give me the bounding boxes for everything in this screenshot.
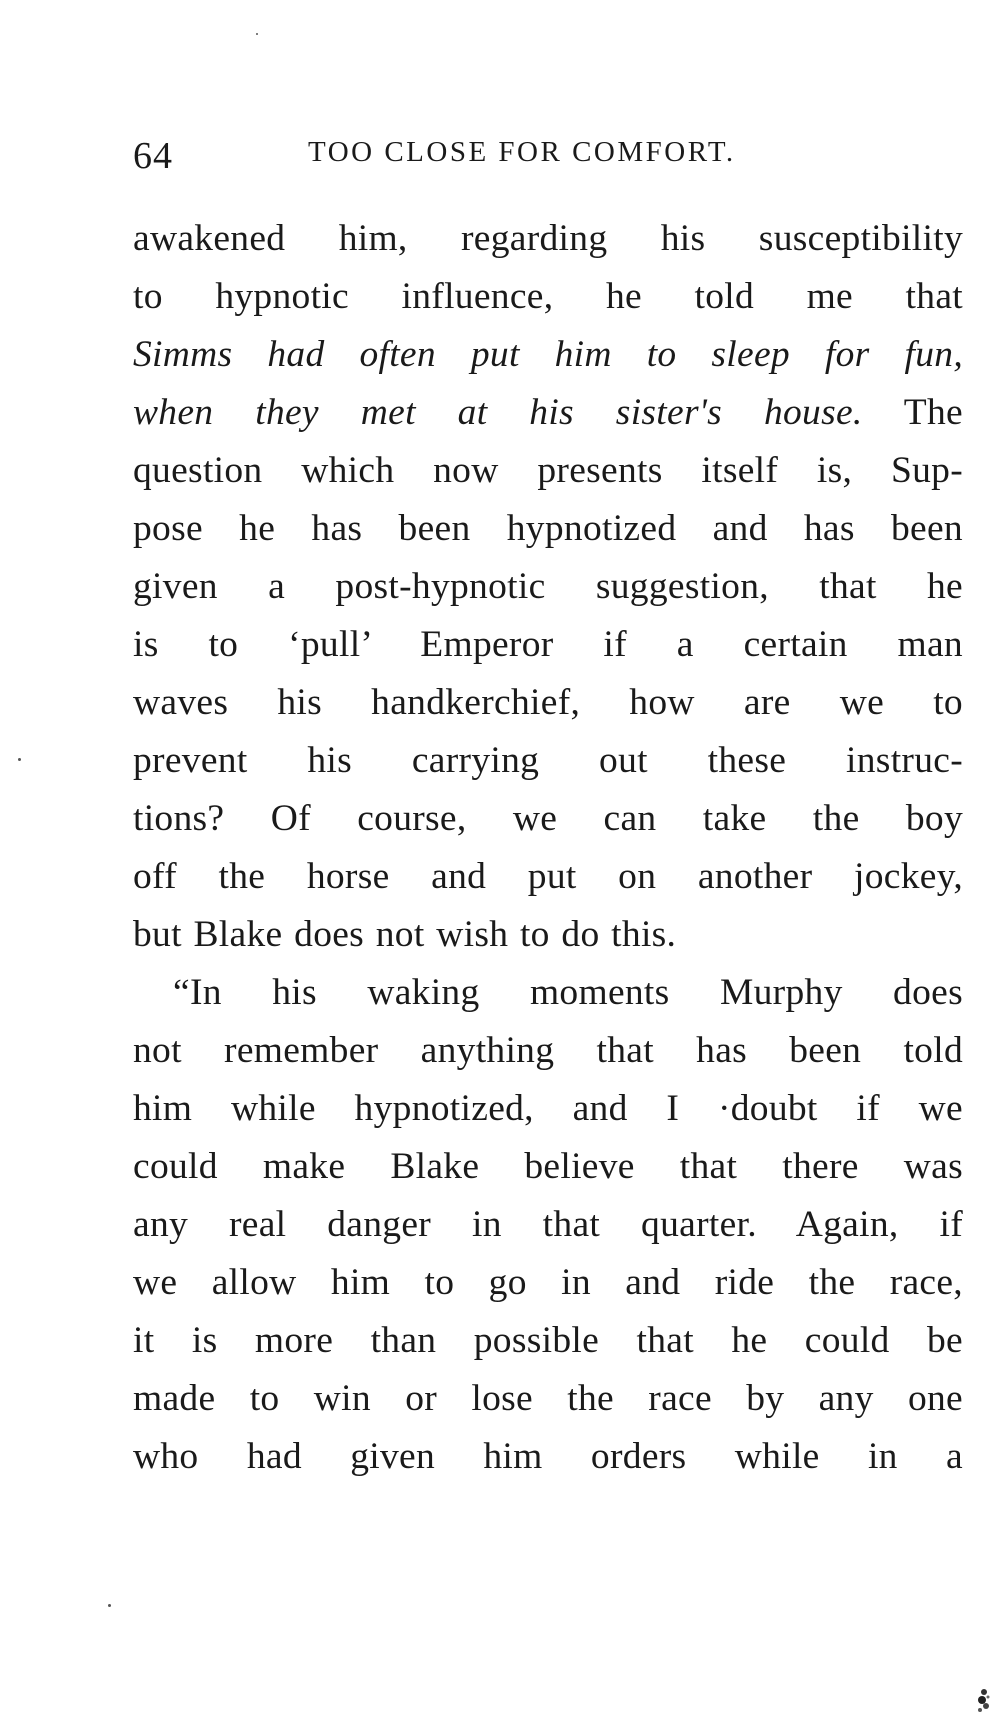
text-line: pose he has been hypnotized and has been	[133, 508, 963, 549]
text-line: off the horse and put on another jockey,	[133, 856, 963, 897]
text-line: it is more than possible that he could be	[133, 1320, 963, 1361]
text-line-italic: Simms had often put him to sleep for fun,	[133, 334, 963, 375]
page-header	[133, 128, 903, 188]
text-line: is to ‘pull’ Emperor if a certain man	[133, 624, 963, 665]
text-line: him while hypnotized, and I ·doubt if we	[133, 1088, 963, 1129]
running-title: TOO CLOSE FOR COMFORT.	[308, 136, 736, 168]
text-line: could make Blake believe that there was	[133, 1146, 963, 1187]
text-line: awakened him, regarding his susceptibility	[133, 218, 963, 259]
text-line: given a post-hypnotic suggestion, that he	[133, 566, 963, 607]
text-line: prevent his carrying out these instruc-	[133, 740, 963, 781]
ink-blot	[976, 1686, 992, 1714]
italic-phrase: when they met at his sister's house.	[133, 392, 863, 433]
text-line: “In his waking moments Murphy does	[173, 972, 963, 1013]
text-line: question which now presents itself is, Sup-	[133, 450, 963, 491]
paper-speck	[18, 758, 21, 761]
text-line: but Blake does not wish to do this.	[133, 914, 677, 955]
text-line: tions? Of course, we can take the boy	[133, 798, 963, 839]
paper-speck	[256, 33, 258, 35]
text-line: to hypnotic influence, he told me that	[133, 276, 963, 317]
paper-speck	[108, 1604, 111, 1607]
text-line: waves his handkerchief, how are we to	[133, 682, 963, 723]
text-line: any real danger in that quarter. Again, if	[133, 1204, 963, 1245]
body-text	[133, 210, 963, 1486]
text-line: not remember anything that has been told	[133, 1030, 963, 1071]
text-line: who had given him orders while in a	[133, 1436, 963, 1477]
text-line: made to win or lose the race by any one	[133, 1378, 963, 1419]
roman-phrase: The	[903, 392, 963, 433]
page-number: 64	[133, 135, 173, 177]
text-line: we allow him to go in and ride the race,	[133, 1262, 963, 1303]
text-line-mixed	[133, 384, 963, 442]
